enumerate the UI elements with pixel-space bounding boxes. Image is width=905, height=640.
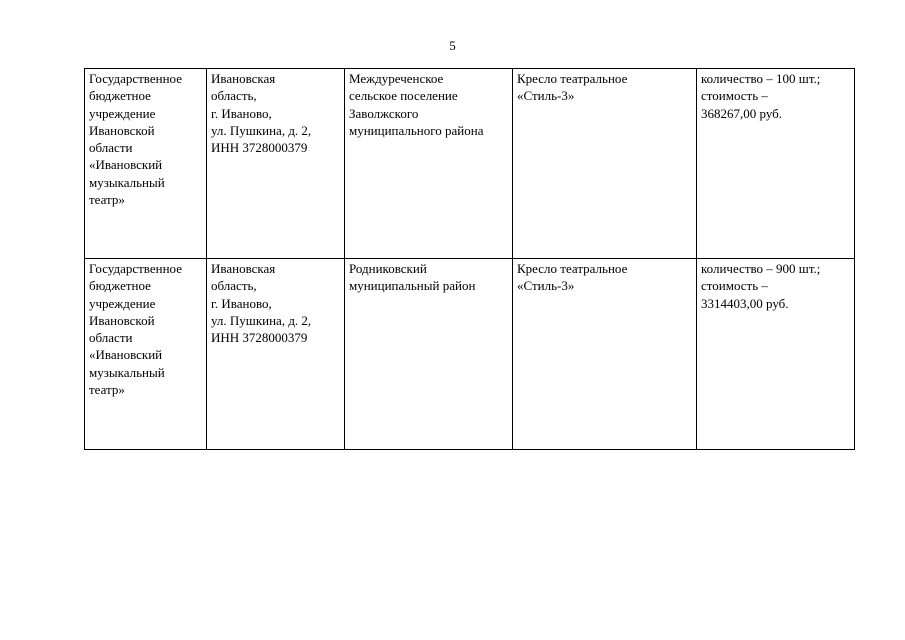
table-row xyxy=(85,259,855,450)
item-cell xyxy=(513,69,697,259)
quantity-cost-cell xyxy=(697,259,855,450)
address-cell xyxy=(207,259,345,450)
organization-text: Государственное бюджетное учреждение Ивановской области «Ивановский музыкальный театр» xyxy=(89,71,182,208)
recipient-cell xyxy=(345,259,513,450)
organization-text: Государственное бюджетное учреждение Ивановской области «Ивановский музыкальный театр» xyxy=(89,261,182,398)
transfer-table xyxy=(84,68,855,450)
recipient-text: Междуреченское сельское поселение Заволжского муниципального района xyxy=(349,71,484,138)
item-text: Кресло театральное «Стиль-3» xyxy=(517,71,628,104)
item-cell xyxy=(513,259,697,450)
quantity-cost-text: количество – 100 шт.; стоимость – 368267,00 руб. xyxy=(701,71,821,121)
item-text: Кресло театральное «Стиль-3» xyxy=(517,261,628,294)
quantity-cost-cell xyxy=(697,69,855,259)
address-text: Ивановская область, г. Иваново, ул. Пушкина, д. 2, ИНН 3728000379 xyxy=(211,261,312,346)
recipient-cell xyxy=(345,69,513,259)
table-row xyxy=(85,69,855,259)
organization-cell xyxy=(85,259,207,450)
page-number: 5 xyxy=(449,38,456,53)
organization-cell xyxy=(85,69,207,259)
quantity-cost-text: количество – 900 шт.; стоимость – 3314403,00 руб. xyxy=(701,261,821,311)
address-text: Ивановская область, г. Иваново, ул. Пушкина, д. 2, ИНН 3728000379 xyxy=(211,71,312,156)
recipient-text: Родниковский муниципальный район xyxy=(349,261,476,294)
address-cell xyxy=(207,69,345,259)
